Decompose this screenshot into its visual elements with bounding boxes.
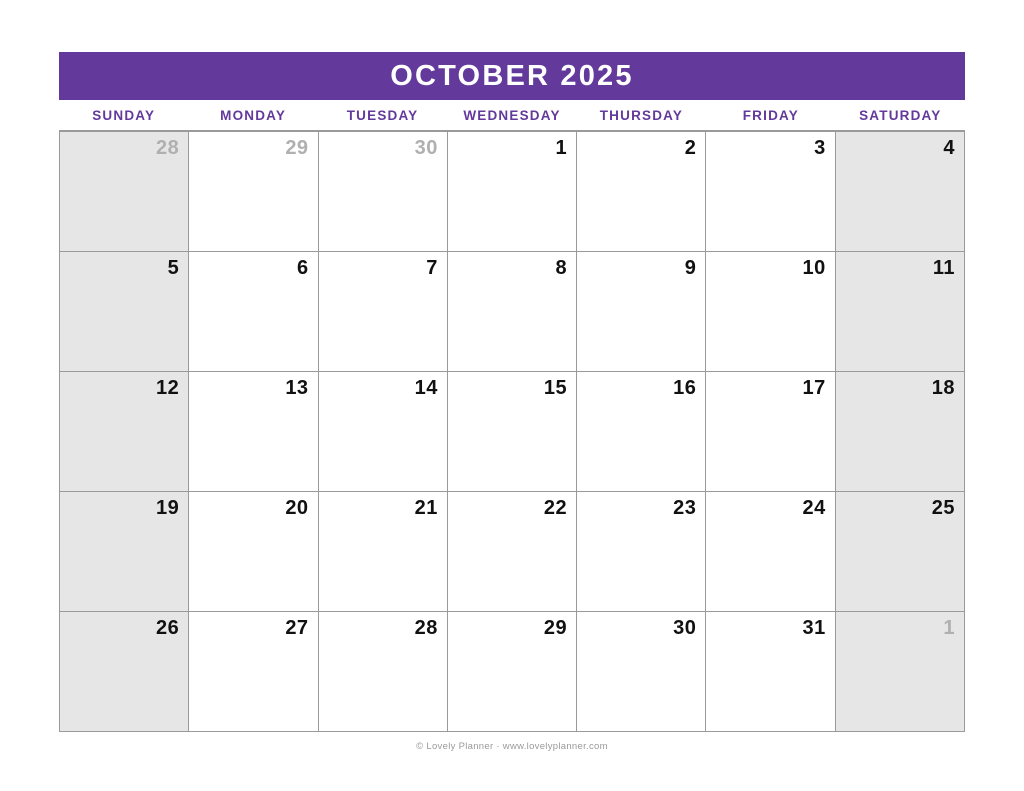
day-number: 13: [285, 377, 309, 399]
day-number: 28: [414, 617, 438, 639]
calendar-day-cell[interactable]: [836, 612, 965, 732]
calendar-day-cell[interactable]: [836, 252, 965, 372]
calendar-day-cell[interactable]: [189, 372, 318, 492]
day-number: 6: [296, 257, 309, 279]
day-number: 29: [285, 137, 309, 159]
day-number: 8: [555, 257, 568, 279]
calendar-day-cell[interactable]: [60, 252, 189, 372]
day-number: 9: [684, 257, 697, 279]
calendar-day-cell[interactable]: [706, 372, 835, 492]
day-number: 16: [673, 377, 697, 399]
day-number: 4: [943, 137, 955, 159]
calendar-day-cell[interactable]: [836, 132, 965, 252]
weekday-header-row: [59, 100, 965, 131]
weekday-label: TUESDAY: [346, 107, 419, 123]
calendar-day-cell[interactable]: [577, 372, 706, 492]
calendar-day-cell[interactable]: [319, 372, 448, 492]
calendar-day-cell[interactable]: [448, 132, 577, 252]
calendar-day-cell[interactable]: [60, 612, 189, 732]
day-number: 23: [673, 497, 697, 519]
calendar-day-cell[interactable]: [577, 132, 706, 252]
day-number: 20: [285, 497, 309, 519]
calendar-day-cell[interactable]: [836, 492, 965, 612]
day-number: 18: [931, 377, 955, 399]
calendar-day-cell[interactable]: [60, 492, 189, 612]
day-number: 3: [814, 137, 826, 159]
calendar-day-cell[interactable]: [836, 372, 965, 492]
calendar-day-cell[interactable]: [706, 252, 835, 372]
calendar-day-cell[interactable]: [189, 132, 318, 252]
calendar-day-cell[interactable]: [189, 252, 318, 372]
day-number: 22: [543, 497, 568, 519]
weekday-label: SUNDAY: [92, 107, 156, 123]
calendar-day-cell[interactable]: [319, 252, 448, 372]
monthly-calendar: [59, 52, 965, 732]
day-number: 28: [156, 137, 180, 159]
day-number: 17: [802, 377, 826, 399]
day-number: 7: [426, 257, 438, 279]
day-number: 10: [802, 257, 826, 279]
day-number: 11: [932, 257, 955, 279]
calendar-day-cell[interactable]: [577, 492, 706, 612]
page-title: OCTOBER 2025: [390, 59, 634, 92]
day-number: 24: [802, 497, 826, 519]
calendar-day-cell[interactable]: [448, 372, 577, 492]
day-number: 19: [156, 497, 180, 519]
calendar-day-cell[interactable]: [706, 492, 835, 612]
calendar-day-cell[interactable]: [60, 372, 189, 492]
weekday-label: FRIDAY: [742, 107, 799, 123]
calendar-day-cell[interactable]: [319, 492, 448, 612]
calendar-day-cell[interactable]: [577, 252, 706, 372]
weekday-label: SATURDAY: [859, 107, 942, 123]
day-number: 12: [156, 377, 180, 399]
day-number: 14: [414, 377, 438, 399]
calendar-day-cell[interactable]: [60, 132, 189, 252]
day-number: 25: [931, 497, 955, 519]
day-number: 30: [673, 617, 697, 639]
day-number: 1: [943, 617, 955, 639]
calendar-day-cell[interactable]: [448, 612, 577, 732]
day-number: 31: [802, 617, 826, 639]
day-number: 26: [156, 617, 180, 639]
weekday-label: MONDAY: [220, 107, 287, 123]
day-number: 27: [285, 617, 309, 639]
day-number: 5: [167, 257, 180, 279]
calendar-day-cell[interactable]: [319, 132, 448, 252]
day-number: 1: [555, 137, 568, 159]
day-number: 21: [414, 497, 438, 519]
calendar-day-cell[interactable]: [706, 612, 835, 732]
calendar-day-cell[interactable]: [577, 612, 706, 732]
calendar-day-cell[interactable]: [319, 612, 448, 732]
footer-credit: © Lovely Planner · www.lovelyplanner.com: [416, 741, 608, 752]
calendar-day-cell[interactable]: [706, 132, 835, 252]
calendar-day-grid: [59, 131, 965, 732]
calendar-day-cell[interactable]: [189, 492, 318, 612]
weekday-label: WEDNESDAY: [463, 107, 561, 123]
calendar-title-bar: [59, 52, 965, 100]
day-number: 30: [414, 137, 438, 159]
day-number: 2: [684, 137, 697, 159]
calendar-day-cell[interactable]: [448, 252, 577, 372]
calendar-day-cell[interactable]: [448, 492, 577, 612]
day-number: 15: [543, 377, 568, 399]
day-number: 29: [543, 617, 568, 639]
weekday-label: THURSDAY: [599, 107, 684, 123]
calendar-day-cell[interactable]: [189, 612, 318, 732]
